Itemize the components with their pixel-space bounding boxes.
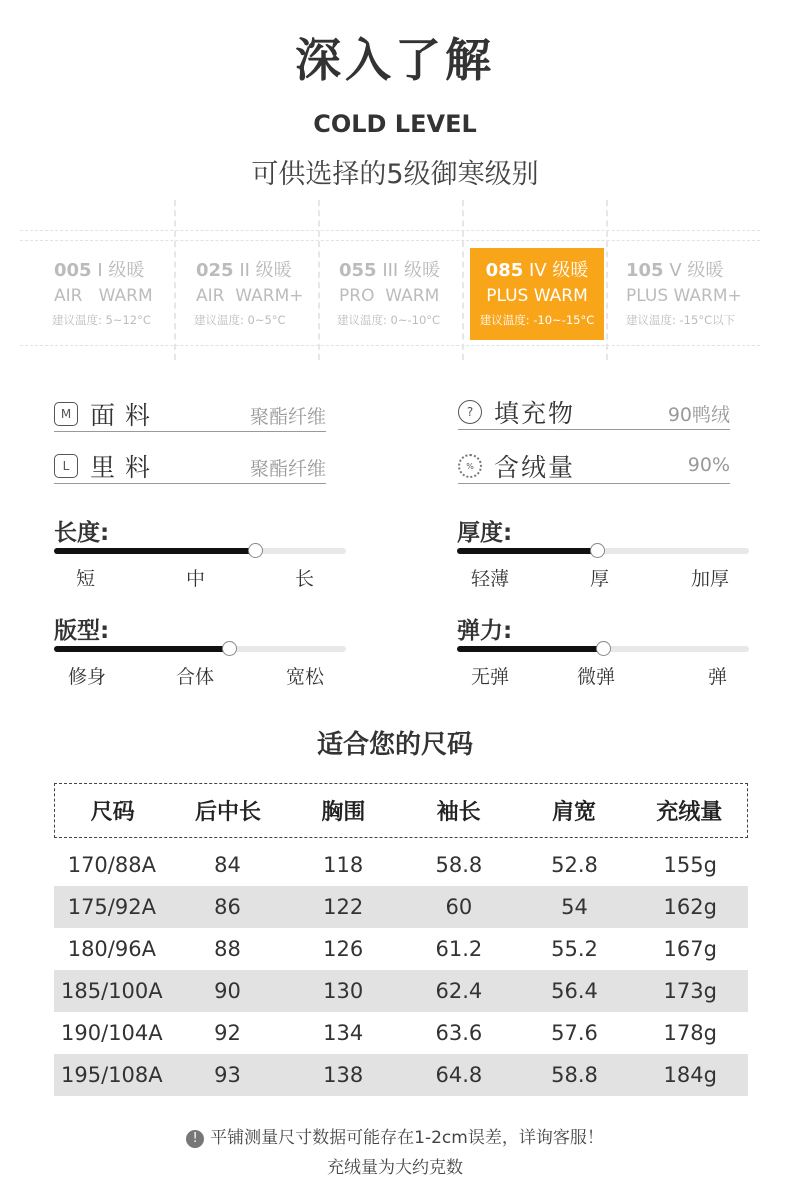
elasticity-track bbox=[457, 646, 749, 652]
table-cell: 130 bbox=[323, 979, 364, 1003]
column-header: 胸围 bbox=[321, 800, 366, 825]
level-card-055[interactable] bbox=[339, 248, 473, 340]
fit-track bbox=[54, 646, 346, 652]
down-content-label: 含绒量 bbox=[494, 453, 576, 482]
table-cell: 175/92A bbox=[67, 895, 156, 919]
level-grade: III 级暖 bbox=[382, 260, 440, 281]
elasticity-ticks bbox=[457, 662, 749, 688]
table-cell: 90 bbox=[214, 979, 241, 1003]
table-cell: 62.4 bbox=[435, 979, 483, 1003]
filling-label: 填充物 bbox=[494, 399, 576, 428]
level-temp: 建议温度: 5~12°C bbox=[52, 313, 151, 327]
table-cell: 184g bbox=[663, 1063, 717, 1087]
lining-icon: L bbox=[54, 454, 78, 478]
length-fill bbox=[54, 548, 255, 554]
table-cell: 86 bbox=[214, 895, 241, 919]
divider bbox=[20, 345, 760, 346]
level-card-085-selected[interactable] bbox=[470, 248, 604, 340]
level-card-025[interactable] bbox=[196, 248, 330, 340]
fit-knob bbox=[222, 641, 237, 656]
elasticity-title: 弹力: bbox=[457, 618, 513, 644]
table-cell: 84 bbox=[214, 853, 241, 877]
fit-ticks bbox=[54, 662, 346, 688]
level-temp: 建议温度: -15°C以下 bbox=[626, 313, 736, 327]
table-cell: 138 bbox=[323, 1063, 364, 1087]
table-row bbox=[54, 844, 748, 886]
fabric-icon: M bbox=[54, 402, 78, 426]
table-cell: 126 bbox=[323, 937, 364, 961]
level-temp: 建议温度: 0~5°C bbox=[194, 313, 286, 327]
table-cell: 167g bbox=[663, 937, 717, 961]
table-cell: 178g bbox=[663, 1021, 717, 1045]
level-name: PRO WARM bbox=[339, 286, 440, 306]
level-name: AIR WARM bbox=[54, 286, 153, 306]
size-table bbox=[54, 783, 748, 1096]
table-cell: 134 bbox=[323, 1021, 364, 1045]
table-cell: 57.6 bbox=[551, 1021, 598, 1045]
level-code-number: 055 bbox=[339, 260, 377, 281]
table-cell: 195/108A bbox=[61, 1063, 163, 1087]
table-cell: 60 bbox=[445, 895, 473, 919]
page-title: 深入了解 bbox=[295, 33, 495, 87]
table-cell: 64.8 bbox=[435, 1063, 483, 1087]
column-header: 尺码 bbox=[90, 800, 135, 825]
tick-label: 宽松 bbox=[286, 666, 325, 688]
divider bbox=[20, 240, 760, 241]
tick-label: 无弹 bbox=[471, 666, 510, 688]
fabric-value: 聚酯纤维 bbox=[249, 406, 326, 428]
measurement-note bbox=[0, 1123, 790, 1148]
size-table-title: 适合您的尺码 bbox=[316, 730, 473, 760]
fit-scale bbox=[54, 612, 346, 688]
length-scale bbox=[54, 514, 346, 590]
table-row bbox=[54, 970, 748, 1012]
length-knob bbox=[248, 543, 263, 558]
tick-label: 合体 bbox=[176, 666, 215, 688]
table-cell: 88 bbox=[214, 937, 241, 961]
exclamation-icon: ! bbox=[186, 1130, 204, 1148]
level-code bbox=[339, 256, 473, 282]
table-cell: 54 bbox=[561, 895, 588, 919]
down-content-row bbox=[458, 452, 730, 484]
table-cell: 190/104A bbox=[61, 1021, 163, 1045]
level-grade: IV 级暖 bbox=[528, 260, 589, 281]
table-cell: 58.8 bbox=[435, 853, 483, 877]
table-cell: 63.6 bbox=[435, 1021, 483, 1045]
level-code bbox=[54, 256, 188, 282]
column-header: 肩宽 bbox=[551, 800, 596, 825]
level-code-number: 105 bbox=[626, 260, 664, 281]
level-grade: V 级暖 bbox=[669, 260, 724, 281]
column-header: 充绒量 bbox=[656, 800, 723, 825]
cold-level-subheading: 可供选择的5级御寒级别 bbox=[251, 159, 539, 190]
level-grade: II 级暖 bbox=[239, 260, 292, 281]
fabric-row bbox=[54, 400, 326, 432]
level-temp: 建议温度: 0~-10°C bbox=[337, 313, 441, 327]
level-grade: I 级暖 bbox=[97, 260, 145, 281]
table-row bbox=[54, 886, 748, 928]
elasticity-knob bbox=[596, 641, 611, 656]
table-row bbox=[54, 1012, 748, 1054]
filling-row bbox=[458, 398, 730, 430]
filling-value: 90鸭绒 bbox=[667, 404, 730, 426]
table-cell: 61.2 bbox=[435, 937, 483, 961]
column-header: 袖长 bbox=[436, 800, 481, 825]
tick-label: 长 bbox=[295, 568, 315, 590]
fit-fill bbox=[54, 646, 229, 652]
level-name: PLUS WARM bbox=[486, 286, 588, 306]
lining-row bbox=[54, 452, 326, 484]
level-name: AIR WARM+ bbox=[196, 286, 304, 306]
table-row bbox=[54, 928, 748, 970]
table-cell: 170/88A bbox=[67, 853, 156, 877]
tick-label: 短 bbox=[76, 568, 96, 590]
level-name: PLUS WARM+ bbox=[626, 286, 742, 306]
level-card-105[interactable] bbox=[626, 248, 760, 340]
cold-level-strip bbox=[0, 200, 790, 360]
level-temp: 建议温度: -10~-15°C bbox=[479, 313, 595, 327]
tick-label: 轻薄 bbox=[471, 568, 510, 590]
fit-title: 版型: bbox=[54, 618, 110, 644]
level-code-number: 085 bbox=[485, 260, 524, 281]
tick-label: 弹 bbox=[708, 666, 728, 688]
table-cell: 155g bbox=[663, 853, 717, 877]
lining-label: 里料 bbox=[90, 453, 161, 482]
thickness-knob bbox=[590, 543, 605, 558]
cold-level-heading: COLD LEVEL bbox=[313, 110, 477, 138]
table-cell: 52.8 bbox=[551, 853, 598, 877]
table-cell: 118 bbox=[323, 853, 364, 877]
level-code bbox=[470, 256, 604, 282]
thickness-scale bbox=[457, 514, 749, 590]
table-cell: 162g bbox=[663, 895, 717, 919]
percent-gauge-icon: % bbox=[458, 454, 482, 478]
table-cell: 185/100A bbox=[61, 979, 163, 1003]
level-card-005[interactable] bbox=[54, 248, 188, 340]
level-code bbox=[196, 256, 330, 282]
tick-label: 修身 bbox=[68, 666, 107, 688]
level-code bbox=[626, 256, 760, 282]
divider bbox=[606, 200, 608, 360]
tick-label: 厚 bbox=[590, 568, 610, 590]
table-cell: 92 bbox=[214, 1021, 241, 1045]
table-header bbox=[54, 783, 748, 838]
table-cell: 93 bbox=[214, 1063, 241, 1087]
measurement-note-text: 平铺测量尺寸数据可能存在1-2cm误差，详询客服！ bbox=[210, 1128, 604, 1148]
thickness-track bbox=[457, 548, 749, 554]
table-cell: 173g bbox=[663, 979, 717, 1003]
level-code-number: 005 bbox=[54, 260, 92, 281]
table-cell: 58.8 bbox=[551, 1063, 598, 1087]
length-title: 长度: bbox=[54, 520, 110, 546]
tick-label: 中 bbox=[186, 568, 206, 590]
tick-label: 加厚 bbox=[691, 568, 730, 590]
thickness-ticks bbox=[457, 564, 749, 590]
divider bbox=[20, 230, 760, 231]
column-header: 后中长 bbox=[194, 800, 261, 825]
table-cell: 56.4 bbox=[551, 979, 598, 1003]
elasticity-scale bbox=[457, 612, 749, 688]
table-row bbox=[54, 1054, 748, 1096]
thickness-title: 厚度: bbox=[457, 520, 513, 546]
filling-icon: ? bbox=[458, 400, 482, 424]
down-content-value: 90% bbox=[687, 454, 730, 476]
length-track bbox=[54, 548, 346, 554]
elasticity-fill bbox=[457, 646, 603, 652]
tick-label: 微弹 bbox=[577, 666, 616, 688]
lining-value: 聚酯纤维 bbox=[249, 458, 326, 480]
down-weight-note: 充绒量为大约克数 bbox=[327, 1158, 463, 1178]
length-ticks bbox=[54, 564, 346, 590]
level-code-number: 025 bbox=[196, 260, 234, 281]
table-cell: 55.2 bbox=[551, 937, 598, 961]
fabric-label: 面料 bbox=[90, 401, 161, 430]
table-cell: 122 bbox=[323, 895, 364, 919]
table-cell: 180/96A bbox=[67, 937, 156, 961]
thickness-fill bbox=[457, 548, 597, 554]
